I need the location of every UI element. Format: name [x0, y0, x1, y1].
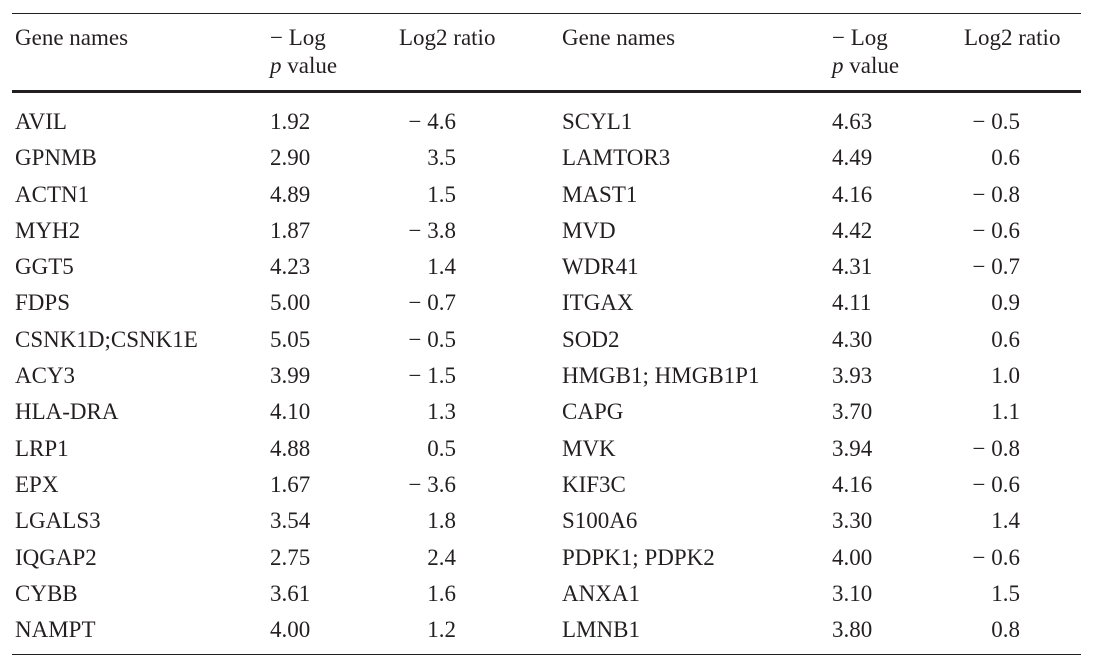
- log-p-value-left: 4.00: [270, 617, 311, 643]
- log-p-value-left: 4.10: [270, 399, 311, 425]
- log-p-value-right: 3.93: [832, 363, 873, 389]
- log-p-value-left: 1.67: [270, 471, 311, 497]
- log2-ratio-left: − 0.7: [408, 290, 456, 316]
- gene-name-right: HMGB1; HMGB1P1: [562, 363, 760, 389]
- gene-name-right: LAMTOR3: [562, 145, 671, 171]
- log-p-value-right: 4.30: [832, 326, 873, 352]
- log2-ratio-right: − 0.5: [972, 109, 1020, 134]
- table-row: [12, 249, 1081, 285]
- log-p-value-right: 4.63: [832, 109, 873, 134]
- gene-name-right: SOD2: [562, 326, 620, 352]
- header-log-p-value-left: [270, 24, 337, 80]
- table-row: [12, 177, 1081, 213]
- header-p-italic: p: [832, 53, 844, 78]
- log2-ratio-right: 0.6: [991, 326, 1020, 352]
- log2-ratio-right: − 0.8: [972, 181, 1020, 207]
- log2-ratio-left: 1.6: [427, 580, 456, 606]
- log2-ratio-right: 1.1: [991, 399, 1020, 425]
- log-p-value-left: 3.54: [270, 508, 311, 534]
- log-p-value-left: 5.05: [270, 326, 311, 352]
- log2-ratio-right: − 0.6: [972, 471, 1020, 497]
- log-p-value-left: 2.75: [270, 544, 311, 570]
- gene-name-left: NAMPT: [15, 617, 96, 643]
- log2-ratio-left: 1.3: [427, 399, 456, 425]
- gene-name-left: AVIL: [15, 109, 67, 134]
- log-p-value-left: 4.89: [270, 181, 311, 207]
- log-p-value-left: 3.61: [270, 580, 311, 606]
- log2-ratio-right: − 0.6: [972, 217, 1020, 243]
- gene-name-left: CYBB: [15, 580, 78, 606]
- gene-name-left: EPX: [15, 471, 59, 497]
- table-row: [12, 322, 1081, 358]
- log-p-value-right: 4.49: [832, 145, 873, 171]
- gene-name-left: MYH2: [15, 217, 81, 243]
- log2-ratio-left: 1.2: [427, 617, 456, 643]
- table-row: [12, 394, 1081, 430]
- gene-name-left: IQGAP2: [15, 544, 97, 570]
- table-row: [12, 576, 1081, 612]
- log2-ratio-right: 1.4: [991, 508, 1020, 534]
- log-p-value-right: 3.10: [832, 580, 873, 606]
- log-p-value-left: 3.99: [270, 363, 311, 389]
- gene-name-right: MAST1: [562, 181, 638, 207]
- log-p-value-left: 1.87: [270, 217, 311, 243]
- header-value-text: value: [281, 53, 338, 78]
- log2-ratio-right: 0.8: [991, 617, 1020, 643]
- log-p-value-left: 4.88: [270, 435, 311, 461]
- gene-table: [12, 13, 1081, 655]
- log-p-value-left: 1.92: [270, 109, 311, 134]
- table-row: [12, 431, 1081, 467]
- log2-ratio-right: 0.9: [991, 290, 1020, 316]
- log-p-value-right: 3.94: [832, 435, 873, 461]
- gene-name-left: GPNMB: [15, 145, 97, 171]
- header-log2-ratio-right: Log2 ratio: [964, 25, 1061, 50]
- gene-name-left: CSNK1D;CSNK1E: [15, 326, 198, 352]
- gene-name-right: ITGAX: [562, 290, 634, 316]
- table-body: [12, 93, 1081, 654]
- log2-ratio-left: 2.4: [427, 544, 456, 570]
- log-p-value-right: 4.16: [832, 471, 873, 497]
- gene-name-right: CAPG: [562, 399, 624, 425]
- gene-name-right: SCYL1: [562, 109, 633, 134]
- header-log-line: − Log: [270, 25, 326, 50]
- log-p-value-right: 4.11: [832, 290, 872, 316]
- table-row: [12, 104, 1081, 140]
- log2-ratio-right: − 0.7: [972, 254, 1020, 280]
- gene-name-left: ACTN1: [15, 181, 90, 207]
- gene-name-left: HLA-DRA: [15, 399, 119, 425]
- gene-name-left: FDPS: [15, 290, 70, 316]
- gene-name-right: ANXA1: [562, 580, 640, 606]
- header-p-value-line: [270, 52, 337, 80]
- gene-name-right: S100A6: [562, 508, 638, 534]
- log-p-value-right: 3.80: [832, 617, 873, 643]
- gene-name-right: PDPK1; PDPK2: [562, 544, 715, 570]
- header-p-italic: p: [270, 53, 282, 78]
- header-gene-names-right: Gene names: [562, 25, 676, 50]
- log-p-value-right: 4.42: [832, 217, 873, 243]
- header-p-value-line: [832, 52, 899, 80]
- header-log-line: − Log: [832, 25, 888, 50]
- log-p-value-right: 4.00: [832, 544, 873, 570]
- table-row: [12, 503, 1081, 539]
- log-p-value-left: 4.23: [270, 254, 311, 280]
- log-p-value-right: 3.30: [832, 508, 873, 534]
- log2-ratio-left: − 3.6: [408, 471, 456, 497]
- gene-name-left: GGT5: [15, 254, 74, 280]
- log-p-value-right: 4.16: [832, 181, 873, 207]
- table-row: [12, 358, 1081, 394]
- gene-name-left: LRP1: [15, 435, 69, 461]
- log-p-value-left: 2.90: [270, 145, 311, 171]
- log-p-value-left: 5.00: [270, 290, 311, 316]
- gene-name-left: ACY3: [15, 363, 76, 389]
- table-row: [12, 540, 1081, 576]
- log2-ratio-left: 1.5: [427, 181, 456, 207]
- header-value-text: value: [843, 53, 900, 78]
- table-row: [12, 467, 1081, 503]
- table-header: [12, 14, 1081, 90]
- log2-ratio-right: − 0.8: [972, 435, 1020, 461]
- header-gene-names-left: Gene names: [15, 25, 129, 50]
- table-row: [12, 285, 1081, 321]
- table-row: [12, 612, 1081, 648]
- gene-name-right: MVD: [562, 217, 616, 243]
- table-bottom-rule: [12, 654, 1081, 655]
- log2-ratio-right: 0.6: [991, 145, 1020, 171]
- table-row: [12, 213, 1081, 249]
- log-p-value-right: 3.70: [832, 399, 873, 425]
- log-p-value-right: 4.31: [832, 254, 873, 280]
- header-log-p-value-right: [832, 24, 899, 80]
- gene-name-left: LGALS3: [15, 508, 101, 534]
- log2-ratio-left: 3.5: [427, 145, 456, 171]
- log2-ratio-left: 0.5: [427, 435, 456, 461]
- gene-name-right: WDR41: [562, 254, 639, 280]
- log2-ratio-left: − 0.5: [408, 326, 456, 352]
- gene-name-right: LMNB1: [562, 617, 640, 643]
- log2-ratio-left: − 4.6: [408, 109, 456, 134]
- log2-ratio-left: − 1.5: [408, 363, 456, 389]
- gene-name-right: KIF3C: [562, 471, 626, 497]
- gene-name-right: MVK: [562, 435, 616, 461]
- log2-ratio-left: 1.8: [427, 508, 456, 534]
- log2-ratio-left: − 3.8: [408, 217, 456, 243]
- header-log2-ratio-left: Log2 ratio: [399, 25, 496, 50]
- log2-ratio-right: 1.0: [991, 363, 1020, 389]
- log2-ratio-right: 1.5: [991, 580, 1020, 606]
- table-row: [12, 140, 1081, 176]
- log2-ratio-left: 1.4: [427, 254, 456, 280]
- log2-ratio-right: − 0.6: [972, 544, 1020, 570]
